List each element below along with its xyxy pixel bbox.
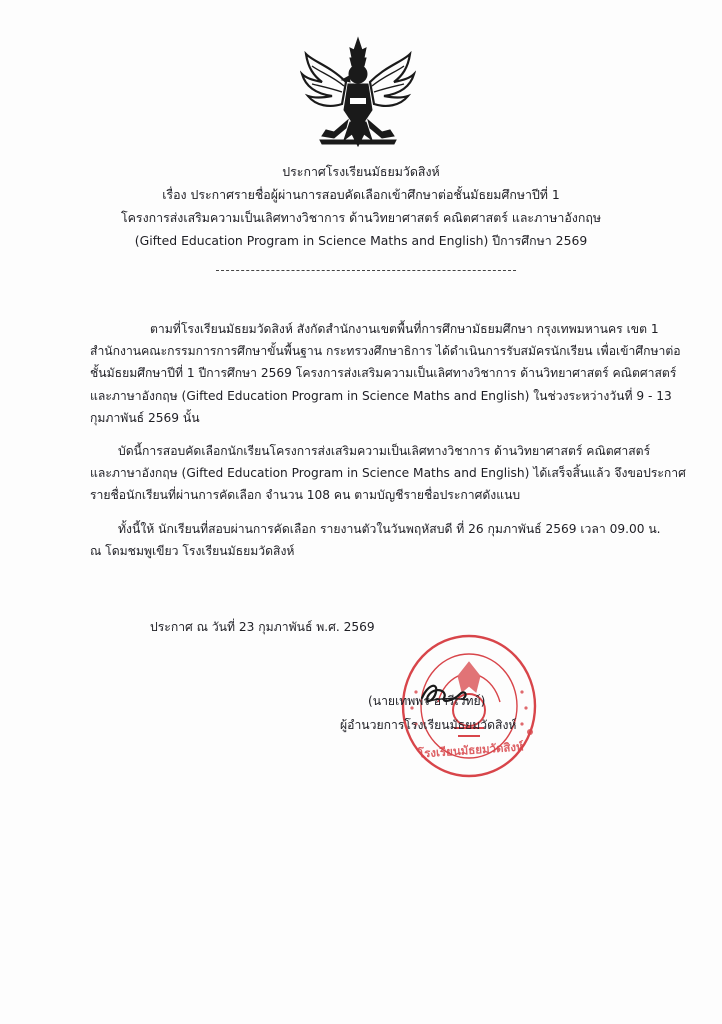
- header-subject: เรื่อง ประกาศรายชื่อผู้ผ่านการสอบคัดเลือกเข้าศึกษาต่อชั้นมัธยมศึกษาปีที่ 1: [162, 187, 560, 202]
- signer-title: ผู้อำนวยการโรงเรียนมัธยมวัดสิงห์: [340, 718, 517, 732]
- header-program: โครงการส่งเสริมความเป็นเลิศทางวิชาการ ด้านวิทยาศาสตร์ คณิตศาสตร์ และภาษาอังกฤษ: [120, 210, 602, 225]
- announcement-date: ประกาศ ณ วันที่ 23 กุมภาพันธ์ พ.ศ. 2569: [150, 620, 375, 634]
- body-paragraph-3: [90, 518, 680, 562]
- seal-text: โรงเรียนมัธยมวัดสิงห์: [417, 739, 525, 761]
- body-line: บัดนี้การสอบคัดเลือกนักเรียนโครงการส่งเสริมความเป็นเลิศทางวิชาการ ด้านวิทยาศาสตร์ คณิตศาสตร์: [118, 444, 651, 458]
- body-paragraph-2: [90, 440, 686, 507]
- garuda-emblem-icon: [300, 36, 416, 150]
- body-line: ณ โดมชมพูเขียว โรงเรียนมัธยมวัดสิงห์: [90, 544, 295, 559]
- header-divider: [216, 270, 516, 271]
- body-line: ตามที่โรงเรียนมัธยมวัดสิงห์ สังกัดสำนักงานเขตพื้นที่การศึกษามัธยมศึกษา กรุงเทพมหานคร เขต 1: [150, 322, 659, 336]
- body-line: ทั้งนี้ให้ นักเรียนที่สอบผ่านการคัดเลือก รายงานตัวในวันพฤหัสบดี ที่ 26 กุมภาพันธ์ 2569 เวลา 09.00 น.: [118, 522, 661, 536]
- header-program-english: (Gifted Education Program in Science Maths and English) ปีการศึกษา 2569: [134, 233, 588, 248]
- body-line: และภาษาอังกฤษ (Gifted Education Program in Science Maths and English) ได้เสร็จสิ้นแล้ว จึงขอประกาศ: [90, 466, 686, 481]
- body-line: ชั้นมัธยมศึกษาปีที่ 1 ปีการศึกษา 2569 โครงการส่งเสริมความเป็นเลิศทางวิชาการ ด้านวิทยาศาสตร์ คณิตศาสตร์: [90, 366, 677, 381]
- body-line: และภาษาอังกฤษ (Gifted Education Program in Science Maths and English) ในช่วงระหว่างวันที่ 9 - 13: [90, 388, 672, 403]
- body-paragraph-1: [90, 318, 681, 429]
- body-line: กุมภาพันธ์ 2569 นั้น: [90, 410, 200, 425]
- signer-name: (นายเทพพร อารีเวทย์): [368, 694, 486, 708]
- announcement-header: [0, 160, 722, 252]
- header-title: ประกาศโรงเรียนมัธยมวัดสิงห์: [282, 164, 440, 179]
- body-line: รายชื่อนักเรียนที่ผ่านการคัดเลือก จำนวน 108 คน ตามบัญชีรายชื่อประกาศดังแนบ: [90, 488, 521, 503]
- body-line: สำนักงานคณะกรรมการการศึกษาขั้นพื้นฐาน กระทรวงศึกษาธิการ ได้ดำเนินการรับสมัครนักเรียน เพื่อเข้าศึกษาต่อ: [90, 344, 681, 359]
